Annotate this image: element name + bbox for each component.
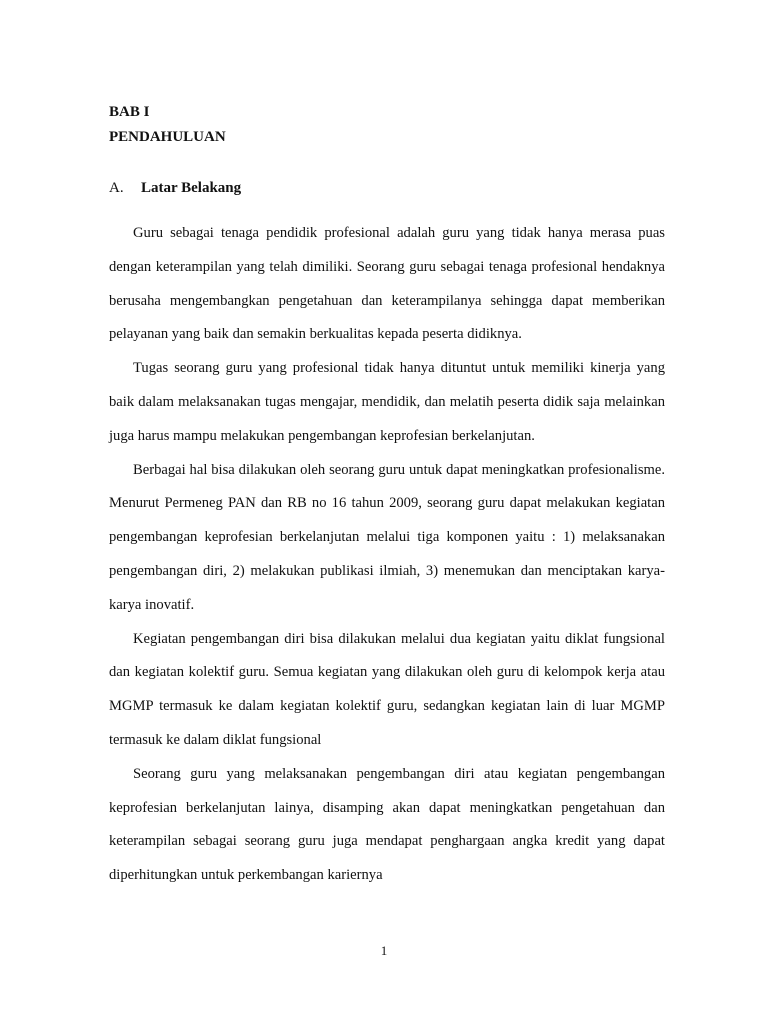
paragraph-2: Tugas seorang guru yang profesional tidak hanya dituntut untuk memiliki kinerja yang baik dalam melaksanakan tugas mengajar, mendidik, dan melatih peserta didik saja melainkan juga harus mampu melakukan pengembangan keprofesian berkelanjutan.	[109, 360, 665, 444]
body-text	[109, 217, 665, 893]
paragraph-5: Seorang guru yang melaksanakan pengembangan diri atau kegiatan pengembangan keprofesian berkelanjutan lainya, disamping akan dapat meningkatkan pengetahuan dan keterampilan sebagai seorang guru juga mendapat penghargaan angka kredit yang dapat diperhitungkan untuk perkembangan kariernya	[109, 765, 665, 884]
chapter-title: PENDAHULUAN	[109, 129, 226, 145]
section-letter: A.	[109, 180, 124, 196]
paragraph-1: Guru sebagai tenaga pendidik profesional adalah guru yang tidak hanya merasa puas dengan keterampilan yang telah dimiliki. Seorang guru sebagai tenaga profesional hendaknya berusaha mengembangkan pengetahuan dan keterampilanya sehingga dapat memberikan pelayanan yang baik dan semakin berkualitas kepada peserta didiknya.	[109, 225, 665, 343]
page-number: 1	[380, 943, 388, 958]
section-heading	[109, 179, 241, 197]
chapter-label: BAB I	[109, 104, 150, 120]
paragraph-3: Berbagai hal bisa dilakukan oleh seorang guru untuk dapat meningkatkan profesionalisme. Menurut Permeneg PAN dan RB no 16 tahun 2009, seorang guru dapat melakukan kegiatan pengembangan keprofesian berkelanjutan melalui tiga komponen yaitu : 1) melaksanakan pengembangan diri, 2) melakukan publikasi ilmiah, 3) menemukan dan menciptakan karya-karya inovatif.	[109, 461, 665, 613]
section-title: Latar Belakang	[141, 180, 242, 196]
paragraph-4: Kegiatan pengembangan diri bisa dilakukan melalui dua kegiatan yaitu diklat fungsional dan kegiatan kolektif guru. Semua kegiatan yang dilakukan oleh guru di kelompok kerja atau MGMP termasuk ke dalam kegiatan kolektif guru, sedangkan kegiatan lain di luar MGMP termasuk ke dalam diklat fungsional	[109, 630, 665, 748]
